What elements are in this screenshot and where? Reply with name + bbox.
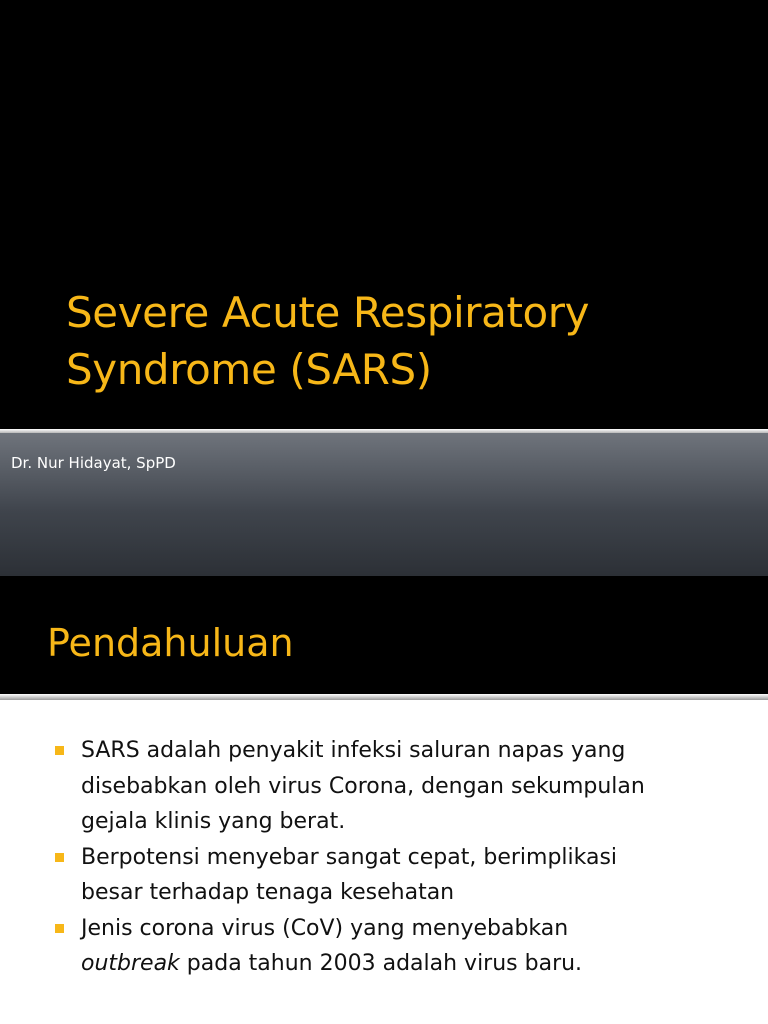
- slide-title-line-1: Severe Acute Respiratory: [66, 288, 590, 337]
- bullet-text: [81, 840, 732, 911]
- bullet-text: [81, 911, 732, 982]
- bullet-line: gejala klinis yang berat.: [81, 809, 346, 834]
- square-bullet-icon: [55, 746, 64, 755]
- bullet-line: Berpotensi menyebar sangat cepat, berimplikasi: [81, 844, 618, 870]
- slide-title-line-2: Syndrome (SARS): [66, 345, 432, 394]
- italic-term: outbreak: [81, 951, 180, 976]
- content-header: [0, 576, 768, 694]
- bullet-line: disebabkan oleh virus Corona, dengan sekumpulan: [81, 773, 645, 799]
- bullet-line-mixed: [81, 946, 732, 982]
- content-divider: [0, 694, 768, 700]
- bullet-item-2: [52, 840, 732, 911]
- bullet-line: besar terhadap tenaga kesehatan: [81, 880, 455, 905]
- bullet-item-3: [52, 911, 732, 982]
- content-slide: [0, 576, 768, 1024]
- square-bullet-icon: [55, 853, 64, 862]
- bullet-line: Jenis corona virus (CoV) yang menyebabkan: [81, 915, 569, 941]
- bullet-list: [52, 733, 732, 982]
- bullet-line: SARS adalah penyakit infeksi saluran napas yang: [81, 738, 626, 763]
- bullet-line-rest: pada tahun 2003 adalah virus baru.: [179, 951, 583, 976]
- content-heading: Pendahuluan: [47, 621, 294, 665]
- square-bullet-icon: [55, 924, 64, 933]
- slide-title: [66, 284, 746, 398]
- bullet-text: [81, 733, 732, 840]
- subtitle-band: [0, 433, 768, 576]
- bullet-item-1: [52, 733, 732, 840]
- author-subtitle: Dr. Nur Hidayat, SpPD: [11, 454, 176, 472]
